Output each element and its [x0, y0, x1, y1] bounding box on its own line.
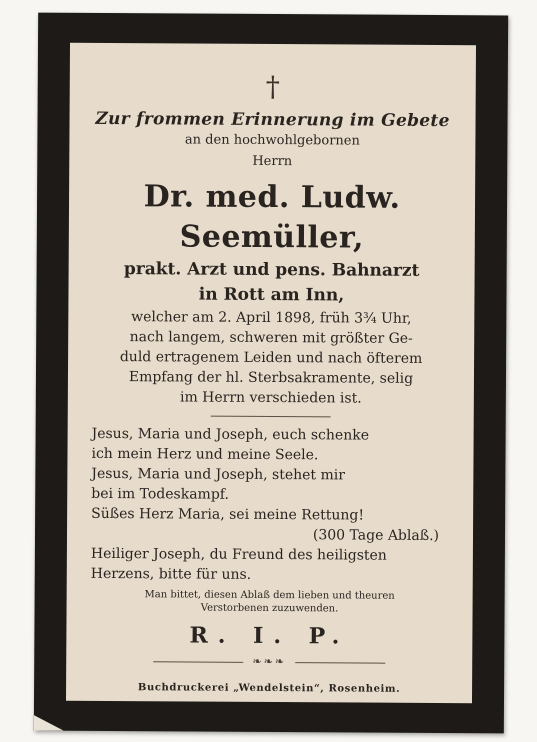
ornament-rule-left — [153, 661, 243, 663]
ornament-rule-right — [296, 662, 386, 664]
deceased-title-line-1: prakt. Arzt und pens. Bahnarzt — [123, 259, 420, 281]
prayer-line: Herzens, bitte für uns. — [90, 565, 252, 583]
death-text-line: nach langem, schweren mit größter Ge- — [129, 329, 413, 347]
dedication-line: an den hochwohlgebornen — [184, 132, 360, 149]
note-line: Man bittet, diesen Ablaß dem lieben und theuren — [144, 589, 395, 602]
death-text-line: duld ertragenem Leiden und nach öfterem — [119, 349, 423, 367]
cross-icon: † — [265, 69, 280, 104]
memorial-heading: Zur frommen Erinnerung im Gebete — [95, 108, 450, 132]
ornament-icon: ❧❧❧ — [252, 654, 287, 669]
prayer-block — [67, 424, 474, 526]
death-announcement — [68, 307, 475, 409]
divider-rule — [211, 416, 331, 418]
death-text-line: welcher am 2. April 1898, früh 3¾ Uhr, — [131, 309, 412, 327]
card-inner-paper — [66, 43, 476, 703]
printer-imprint: Buchdruckerei „Wendelstein“, Rosenheim. — [137, 682, 401, 695]
request-note — [67, 584, 473, 616]
prayer-line: Süßes Herz Maria, sei meine Rettung! — [91, 505, 365, 524]
prayer-line: Jesus, Maria und Joseph, euch schenke — [91, 425, 370, 444]
death-text-line: im Herrn verschieden ist. — [179, 389, 362, 407]
joseph-prayer-block — [67, 544, 473, 586]
card-corner-wear — [34, 709, 64, 731]
prayer-line: bei im Todeskampf. — [91, 485, 230, 503]
ornament-divider — [66, 654, 472, 670]
death-text-line: Empfang der hl. Sterbsakramente, selig — [128, 369, 414, 387]
prayer-line: Heiliger Joseph, du Freund des heiligsten — [90, 545, 387, 564]
deceased-title-line-2: in Rott am Inn, — [198, 284, 345, 306]
indulgence-block — [67, 524, 473, 546]
prayer-line: ich mein Herz und meine Seele. — [91, 445, 319, 464]
rip-text: R. I. P. — [189, 622, 350, 650]
note-line: Verstorbenen zuzuwenden. — [200, 602, 339, 615]
indulgence-note: (300 Tage Ablaß.) — [312, 527, 440, 545]
prayer-line: Jesus, Maria und Joseph, stehet mir — [91, 465, 346, 484]
memorial-card — [34, 13, 508, 734]
deceased-name: Dr. med. Ludw. Seemüller, — [143, 179, 401, 256]
salutation-line: Herrn — [252, 153, 293, 170]
